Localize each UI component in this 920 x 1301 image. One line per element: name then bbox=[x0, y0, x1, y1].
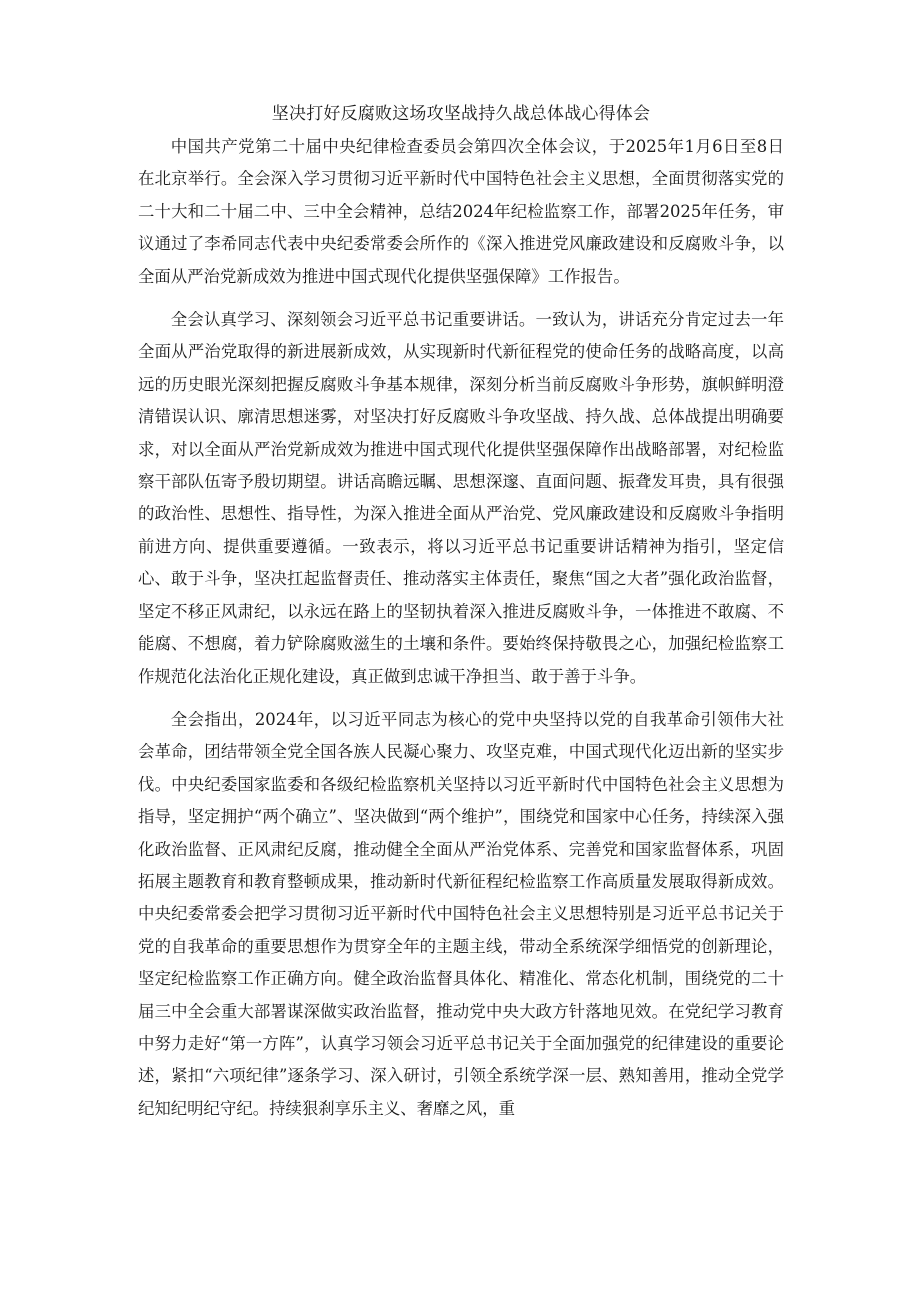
document-page bbox=[138, 98, 784, 1136]
document-title: 坚决打好反腐败这场攻坚战持久战总体战心得体会 bbox=[271, 104, 651, 124]
paragraph-2: 全会认真学习、深刻领会习近平总书记重要讲话。一致认为，讲话充分肯定过去一年全面从严治党取得的新进展新成效，从实现新时代新征程党的使命任务的战略高度，以高远的历史眼光深刻把握反腐败斗争基本规律，深刻分析当前反腐败斗争形势，旗帜鲜明澄清错误认识、廓清思想迷雾，对坚决打好反腐败斗争攻坚战、持久战、总体战提出明确要求，对以全面从严治党新成效为推进中国式现代化提供坚强保障作出战略部署，对纪检监察干部队伍寄予殷切期望。讲话高瞻远瞩、思想深邃、直面问题、振聋发耳贵，具有很强的政治性、思想性、指导性，为深入推进全面从严治党、党风廉政建设和反腐败斗争指明前进方向、提供重要遵循。一致表示，将以习近平总书记重要讲话精神为指引，坚定信心、敢于斗争，坚决扛起监督责任、推动落实主体责任，聚焦“国之大者”强化政治监督，坚定不移正风肃纪，以永远在路上的坚韧执着深入推进反腐败斗争，一体推进不敢腐、不能腐、不想腐，着力铲除腐败滋生的土壤和条件。要始终保持敬畏之心，加强纪检监察工作规范化法治化正规化建设，真正做到忠诚干净担当、敢于善于斗争。 bbox=[138, 310, 784, 686]
paragraph-3: 全会指出，2024年，以习近平同志为核心的党中央坚持以党的自我革命引领伟大社会革命，团结带领全党全国各族人民凝心聚力、攻坚克难，中国式现代化迈出新的坚实步伐。中央纪委国家监委和各级纪检监察机关坚持以习近平新时代中国特色社会主义思想为指导，坚定拥护“两个确立”、坚决做到“两个维护”，围绕党和国家中心任务，持续深入强化政治监督、正风肃纪反腐，推动健全全面从严治党体系、完善党和国家监督体系，巩固拓展主题教育和教育整顿成果，推动新时代新征程纪检监察工作高质量发展取得新成效。中央纪委常委会把学习贯彻习近平新时代中国特色社会主义思想特别是习近平总书记关于党的自我革命的重要思想作为贯穿全年的主题主线，带动全系统深学细悟党的创新理论，坚定纪检监察工作正确方向。健全政治监督具体化、精准化、常态化机制，围绕党的二十届三中全会重大部署谋深做实政治监督，推动党中央大政方针落地见效。在党纪学习教育中努力走好“第一方阵”，认真学习领会习近平总书记关于全面加强党的纪律建设的重要论述，紧扣“六项纪律”逐条学习、深入研讨，引领全系统学深一层、熟知善用，推动全党学纪知纪明纪守纪。持续狠刹享乐主义、奢靡之风，重 bbox=[138, 709, 784, 1118]
paragraph-1: 中国共产党第二十届中央纪律检查委员会第四次全体会议，于2025年1月6日至8日在北京举行。全会深入学习贯彻习近平新时代中国特色社会主义思想，全面贯彻落实党的二十大和二十届二中、三中全会精神，总结2024年纪检监察工作，部署2025年任务，审议通过了李希同志代表中央纪委常委会所作的《深入推进党风廉政建设和反腐败斗争，以全面从严治党新成效为推进中国式现代化提供坚强保障》工作报告。 bbox=[138, 137, 784, 286]
